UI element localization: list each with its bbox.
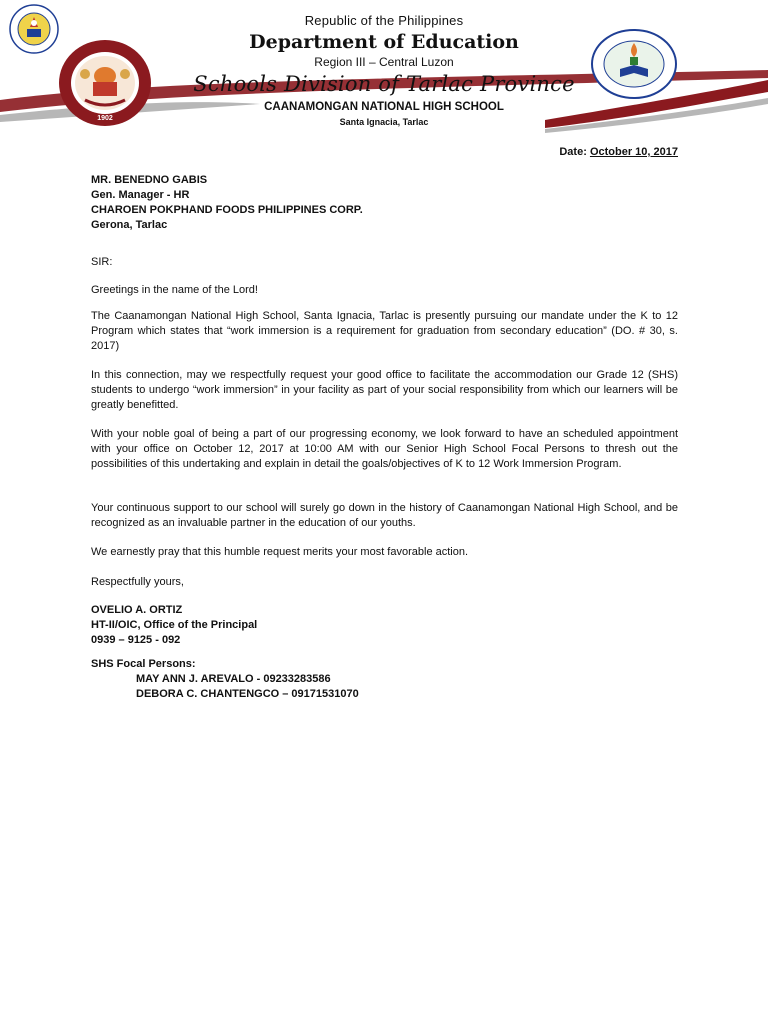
greeting: Greetings in the name of the Lord! <box>91 284 258 296</box>
paragraph-3: With your noble goal of being a part of our progressing economy, we look forward to have an scheduled appointment with your office on October 12, 2017 at 10:00 AM with our Senior High School Focal Persons to thresh out the possibilities of this undertaking and explain in detail the goals/objectives of K to 12 Work Immersion Program. <box>91 428 678 470</box>
division-seal-year: 1902 <box>97 115 113 122</box>
focal-person: MAY ANN J. AREVALO - 09233283586 <box>136 673 331 685</box>
paragraph-4: Your continuous support to our school will surely go down in the history of Caanamongan National High School, and be recognized as an invaluable partner in the education of our youths. <box>91 502 678 529</box>
paragraph-2: In this connection, may we respectfully request your good office to facilitate the accommodation our Grade 12 (SHS) students to undergo “work immersion” in your facility as part of your social responsibility from which our learners will be greatly benefitted. <box>91 369 678 411</box>
paragraph-1: The Caanamongan National High School, Santa Ignacia, Tarlac is presently pursuing our mandate under the K to 12 Program which states that “work immersion is a requirement for graduation from secondary education” (DO. # 30, s. 2017) <box>91 310 678 352</box>
recipient-title: Gen. Manager - HR <box>91 189 190 201</box>
recipient-company: CHAROEN POKPHAND FOODS PHILIPPINES CORP. <box>91 204 363 216</box>
department-heading: Department of Education <box>249 31 519 53</box>
focal-persons-block <box>91 657 678 702</box>
paragraph-5: We earnestly pray that this humble request merits your most favorable action. <box>91 546 469 558</box>
division-heading: Schools Division of Tarlac Province <box>193 72 575 96</box>
recipient-location: Gerona, Tarlac <box>91 219 168 231</box>
closing: Respectfully yours, <box>91 576 184 588</box>
recipient-name: MR. BENEDNO GABIS <box>91 174 208 186</box>
signatory-name: OVELIO A. ORTIZ <box>91 604 183 616</box>
letter-date <box>559 146 678 158</box>
date-label: Date: <box>559 146 587 158</box>
republic-heading: Republic of the Philippines <box>304 13 464 28</box>
signatory-block <box>91 603 678 648</box>
school-address: Santa Ignacia, Tarlac <box>339 117 429 127</box>
signatory-title: HT-II/OIC, Office of the Principal <box>91 619 258 631</box>
salutation: SIR: <box>91 256 113 268</box>
date-value: October 10, 2017 <box>589 146 678 158</box>
signatory-phone: 0939 – 9125 - 092 <box>91 634 181 646</box>
school-name: CAANAMONGAN NATIONAL HIGH SCHOOL <box>264 101 504 113</box>
focal-person: DEBORA C. CHANTENGCO – 09171531070 <box>136 688 359 700</box>
region-heading: Region III – Central Luzon <box>314 55 454 69</box>
focal-heading: SHS Focal Persons: <box>91 658 196 670</box>
recipient-block <box>91 173 678 233</box>
